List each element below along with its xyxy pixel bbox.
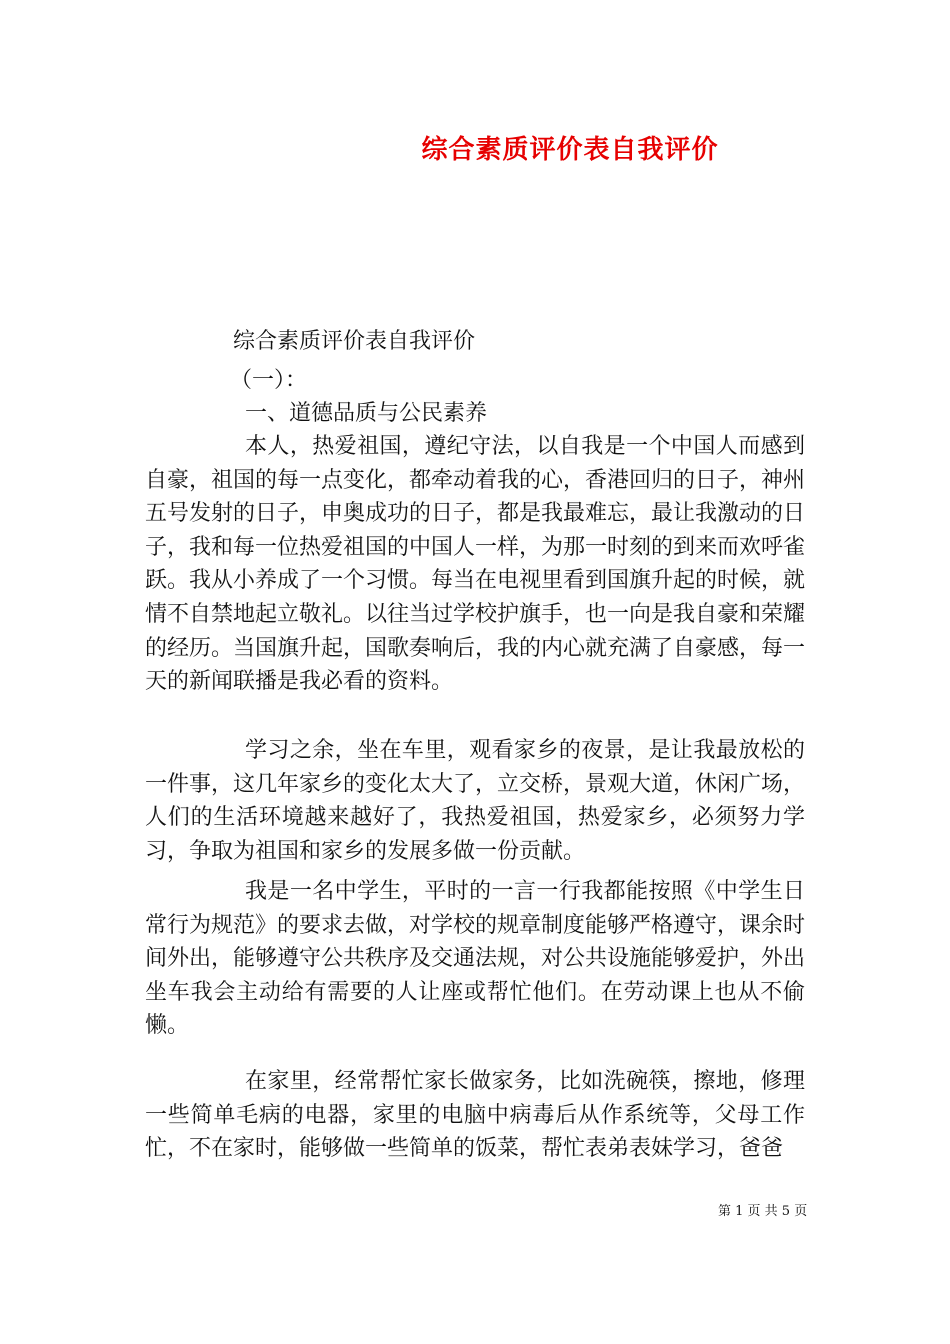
document-title: 综合素质评价表自我评价 (421, 135, 719, 165)
section-number: （一）： (230, 368, 308, 393)
subtitle: 综合素质评价表自我评价 (233, 329, 476, 354)
paragraph-4: 在家里，经常帮忙家长做家务，比如洗碗筷，擦地，修理一些简单毛病的电器，家里的电脑中病毒后从作系统等，父母工作忙，不在家时，能够做一些简单的饭菜，帮忙表弟表妹学习，爸爸 (145, 1069, 805, 1162)
paragraph-2: 学习之余，坐在车里，观看家乡的夜景，是让我最放松的一件事，这几年家乡的变化太大了，立交桥，景观大道，休闲广场，人们的生活环境越来越好了，我热爱祖国，热爱家乡，必须努力学习，争取为祖国和家乡的发展多做一份贡献。 (145, 738, 806, 864)
paragraph-1: 本人，热爱祖国，遵纪守法，以自我是一个中国人而感到自豪，祖国的每一点变化，都牵动着我的心，香港回归的日子，神州五号发射的日子，申奥成功的日子，都是我最难忘，最让我激动的日子，我和每一位热爱祖国的中国人一样，为那一时刻的到来而欢呼雀跃。我从小养成了一个习惯。每当在电视里看到国旗升起的时候，就情不自禁地起立敬礼。以往当过学校护旗手，也一向是我自豪和荣耀的经历。当国旗升起，国歌奏响后，我的内心就充满了自豪感，每一天的新闻联播是我必看的资料。 (145, 434, 806, 695)
section-heading: 一、道德品质与公民素养 (245, 401, 488, 426)
paragraph-3: 我是一名中学生，平时的一言一行我都能按照《中学生日常行为规范》的要求去做，对学校的规章制度能够严格遵守，课余时间外出，能够遵守公共秩序及交通法规，对公共设施能够爱护，外出坐车我会主动给有需要的人让座或帮忙他们。在劳动课上也从不偷懒。 (145, 879, 806, 1039)
page-number-footer: 第 1 页 共 5 页 (718, 1204, 808, 1219)
